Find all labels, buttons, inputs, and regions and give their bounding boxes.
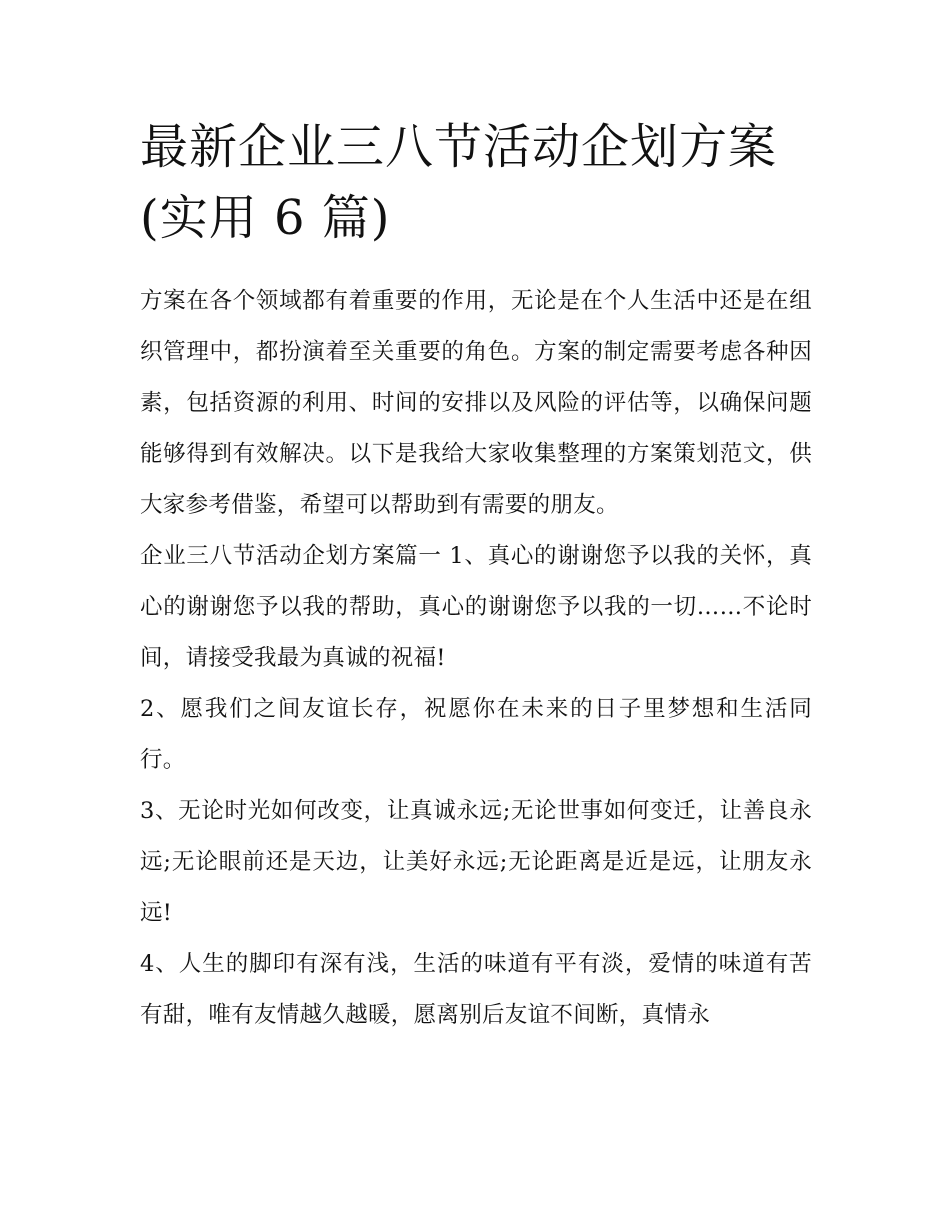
- title-line-1: 最新企业三八节活动企划方案: [140, 119, 778, 175]
- body-paragraph-2: 2、愿我们之间友谊长存，祝愿你在未来的日子里梦想和生活同行。: [140, 696, 812, 773]
- body-paragraph-4: 4、人生的脚印有深有浅，生活的味道有平有淡，爱情的味道有苦有甜，唯有友情越久越暖，愿离别后友谊不间断，真情永: [140, 951, 812, 1028]
- intro-paragraph: 方案在各个领域都有着重要的作用，无论是在个人生活中还是在组织管理中，都扮演着至关重要的角色。方案的制定需要考虑各种因素，包括资源的利用、时间的安排以及风险的评估等，以确保问题能够得到有效解决。以下是我给大家收集整理的方案策划范文，供大家参考借鉴，希望可以帮助到有需要的朋友。: [140, 288, 812, 518]
- body-paragraph-1: 企业三八节活动企划方案篇一 1、真心的谢谢您予以我的关怀，真心的谢谢您予以我的帮助，真心的谢谢您予以我的一切……不论时间，请接受我最为真诚的祝福!: [140, 543, 812, 671]
- title-line-2: (实用 6 篇): [140, 190, 391, 246]
- document-title: [140, 112, 812, 254]
- body-paragraph-3: 3、无论时光如何改变，让真诚永远;无论世事如何变迁，让善良永远;无论眼前还是天边，让美好永远;无论距离是近是远，让朋友永远!: [140, 798, 812, 926]
- document-page: [140, 112, 812, 1041]
